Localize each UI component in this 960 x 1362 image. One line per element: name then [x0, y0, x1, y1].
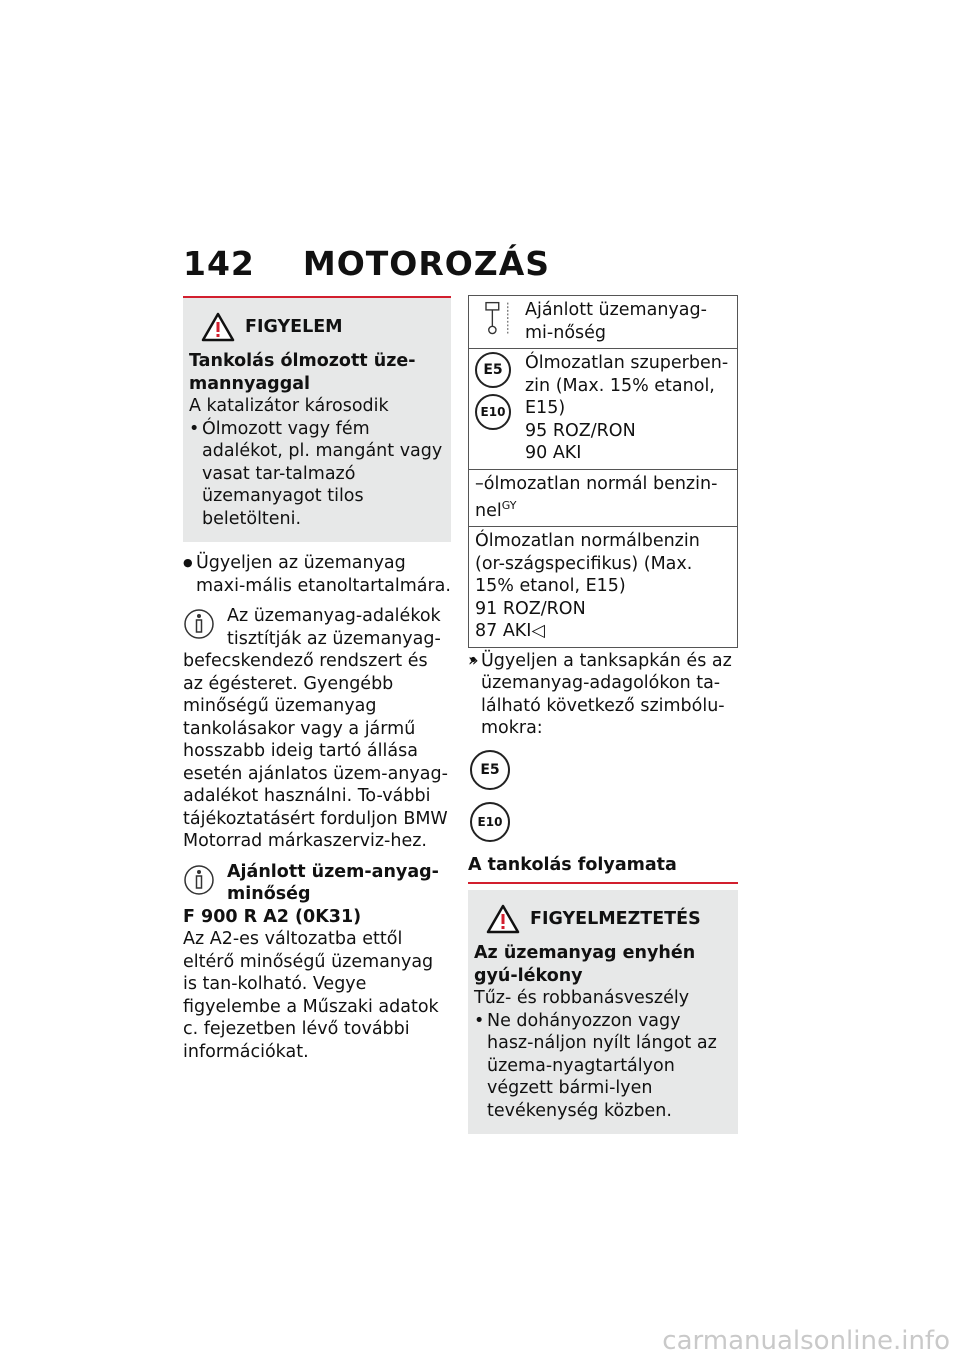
note-fuel-quality-heading: Ajánlott üzem-anyag-minőség [227, 861, 439, 904]
page-header [183, 244, 550, 283]
danger-bullet: • Ne dohányozzon vagy hasz-náljon nyílt lángot az üzema-nyagtartályon végzett bármi-lyen tevékenység közben. [474, 1010, 732, 1123]
info-icon [183, 605, 219, 643]
super-fuel-ron: 95 ROZ/RON [525, 420, 636, 441]
super-fuel-aki: 90 AKI [525, 443, 582, 463]
warning-box [183, 296, 451, 542]
table-header-text: Ajánlott üzemanyag-mi-nőség [525, 300, 707, 343]
warning-bullet: • Ólmozott vagy fém adalékot, pl. mangánt vagy vasat tar-talmazó üzemanyagot tilos beletölteni. [189, 418, 445, 531]
e5-icon: E5 [475, 352, 511, 388]
fuel-symbols [470, 750, 738, 842]
regular-fuel-aki: 87 AKI◁ [475, 621, 545, 642]
country-code: GY [501, 499, 517, 512]
table-row [469, 469, 738, 527]
warning-triangle-icon [201, 312, 235, 342]
note-additives [183, 605, 451, 853]
danger-subtitle: Tűz- és robbanásveszély [474, 988, 690, 1009]
danger-box [468, 890, 738, 1134]
e10-icon: E10 [475, 394, 511, 430]
warning-subtitle: A katalizátor károsodik [189, 396, 389, 416]
warning-triangle-icon [486, 904, 520, 934]
engine-piston-icon [475, 299, 517, 339]
chapter-title: MOTOROZÁS [302, 244, 551, 283]
warning-heading: Tankolás ólmozott üze-mannyaggal [189, 351, 416, 394]
section-title: A tankolás folyamata [468, 854, 738, 885]
table-row [469, 527, 738, 648]
warning-title: FIGYELEM [245, 316, 343, 337]
table-row [469, 296, 738, 349]
e5-icon: E5 [470, 750, 510, 790]
page-number: 142 [183, 244, 255, 283]
model-designation: F 900 R A2 (0K31) [183, 906, 362, 927]
watermark: carmanualsonline.info [662, 1326, 950, 1356]
e10-icon: E10 [470, 802, 510, 842]
note-fuel-quality-text: Az A2-es változatba ettől eltérő minőségű üzemanyag is tan-kolható. Vegye figyelembe a Műszaki adatok c. fejezetben lévő további információkat. [183, 929, 439, 1062]
super-fuel-text: Ólmozatlan szuperben-zin (Max. 15% etanol, E15) [525, 353, 729, 418]
info-icon [183, 861, 219, 899]
danger-title: FIGYELMEZTETÉS [530, 909, 701, 930]
instruction-symbols: • » Ügyeljen a tanksapkán és az üzemanyag-adagolókon ta-lálható következő szimbólu-mokra: [468, 650, 738, 740]
right-column [468, 295, 738, 1134]
note-fuel-quality [183, 861, 451, 1064]
danger-heading: Az üzemanyag enyhén gyú-lékony [474, 943, 696, 986]
note-additives-text: Az üzemanyag-adalékok tisztítják az üzemanyag-befecskendező rendszert és az égésteret. Gyengébb minőségű üzemanyag tankolásakor vagy a jármű hosszabb ideig tartó állása esetén ajánlatos üzem-anyag-adalékot használni. To-vábbi tájékoztatásért forduljon BMW Motorrad márkaszerviz-hez. [183, 606, 448, 851]
fuel-quality-table [468, 295, 738, 648]
table-row [469, 349, 738, 470]
normal-fuel-text: –ólmozatlan normál benzin-nel [475, 473, 718, 521]
instruction-ethanol: ● Ügyeljen az üzemanyag maxi-mális etanoltartalmára. [183, 552, 451, 597]
regular-fuel-text: Ólmozatlan normálbenzin (or-szágspecifikus) (Max. 15% etanol, E15) [475, 531, 700, 597]
regular-fuel-ron: 91 ROZ/RON [475, 598, 586, 619]
left-column [183, 296, 451, 1063]
